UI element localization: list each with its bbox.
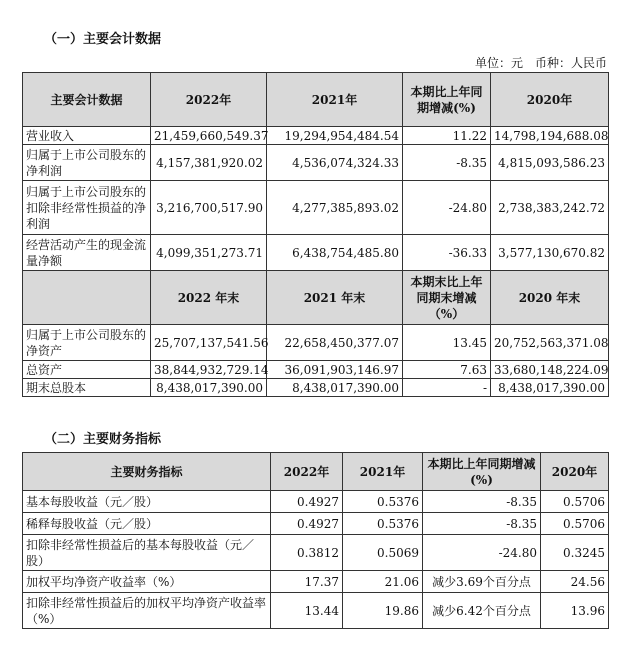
cell-2021: 8,438,017,390.00 — [267, 379, 403, 397]
header-item: 主要会计数据 — [23, 73, 151, 127]
row-label: 营业收入 — [23, 127, 151, 145]
header-2020: 2020年 — [491, 73, 609, 127]
table-row — [23, 325, 609, 361]
table-row — [23, 145, 609, 181]
subheader-change: 本期末比上年同期末增减（%） — [403, 271, 491, 325]
cell-2021: 19.86 — [343, 593, 423, 629]
table-row — [23, 571, 609, 593]
cell-2021: 22,658,450,377.07 — [267, 325, 403, 361]
cell-2020: 20,752,563,371.08 — [491, 325, 609, 361]
unit-currency-note: 单位：元 币种：人民币 — [474, 56, 607, 70]
row-label: 基本每股收益（元／股） — [23, 491, 271, 513]
table-row — [23, 235, 609, 271]
cell-change: 减少6.42个百分点 — [423, 593, 541, 629]
header-change: 本期比上年同期增减(%) — [403, 73, 491, 127]
cell-change: - — [403, 379, 491, 397]
table-row — [23, 491, 609, 513]
cell-2021: 6,438,754,485.80 — [267, 235, 403, 271]
table-row — [23, 535, 609, 571]
cell-2022: 25,707,137,541.56 — [151, 325, 267, 361]
table-row — [23, 379, 609, 397]
header-2022: 2022年 — [271, 453, 343, 491]
cell-2020: 14,798,194,688.08 — [491, 127, 609, 145]
header-item: 主要财务指标 — [23, 453, 271, 491]
cell-change: 减少3.69个百分点 — [423, 571, 541, 593]
cell-2020: 13.96 — [541, 593, 609, 629]
header-2022: 2022年 — [151, 73, 267, 127]
cell-2022: 0.4927 — [271, 513, 343, 535]
table-row — [23, 361, 609, 379]
table1-subheader-row — [23, 271, 609, 325]
row-label: 经营活动产生的现金流量净额 — [23, 235, 151, 271]
subheader-blank — [23, 271, 151, 325]
row-label: 归属于上市公司股东的净资产 — [23, 325, 151, 361]
row-label: 总资产 — [23, 361, 151, 379]
financial-indicators-table — [22, 452, 609, 629]
table1-header-row — [23, 73, 609, 127]
cell-change: -8.35 — [423, 491, 541, 513]
cell-2020: 33,680,148,224.09 — [491, 361, 609, 379]
cell-2021: 36,091,903,146.97 — [267, 361, 403, 379]
cell-2021: 0.5376 — [343, 491, 423, 513]
cell-2021: 4,277,385,893.02 — [267, 181, 403, 235]
subheader-2020-end: 2020 年末 — [491, 271, 609, 325]
cell-2022: 4,099,351,273.71 — [151, 235, 267, 271]
cell-2020: 4,815,093,586.23 — [491, 145, 609, 181]
cell-2022: 0.4927 — [271, 491, 343, 513]
row-label: 期末总股本 — [23, 379, 151, 397]
subheader-2021-end: 2021 年末 — [267, 271, 403, 325]
cell-2020: 24.56 — [541, 571, 609, 593]
cell-change: -36.33 — [403, 235, 491, 271]
section-title-accounting-data: （一）主要会计数据 — [44, 32, 162, 47]
header-change: 本期比上年同期增减(%) — [423, 453, 541, 491]
cell-change: -24.80 — [423, 535, 541, 571]
cell-2020: 8,438,017,390.00 — [491, 379, 609, 397]
header-2021: 2021年 — [343, 453, 423, 491]
cell-2022: 21,459,660,549.37 — [151, 127, 267, 145]
cell-2022: 0.3812 — [271, 535, 343, 571]
cell-2022: 13.44 — [271, 593, 343, 629]
row-label: 扣除非经常性损益后的基本每股收益（元／股） — [23, 535, 271, 571]
cell-2020: 0.5706 — [541, 513, 609, 535]
cell-2022: 8,438,017,390.00 — [151, 379, 267, 397]
cell-change: 11.22 — [403, 127, 491, 145]
cell-2021: 0.5069 — [343, 535, 423, 571]
cell-2021: 19,294,954,484.54 — [267, 127, 403, 145]
cell-2022: 38,844,932,729.14 — [151, 361, 267, 379]
cell-2020: 3,577,130,670.82 — [491, 235, 609, 271]
cell-change: -8.35 — [403, 145, 491, 181]
cell-2021: 21.06 — [343, 571, 423, 593]
cell-2020: 0.5706 — [541, 491, 609, 513]
cell-2022: 3,216,700,517.90 — [151, 181, 267, 235]
table-row — [23, 181, 609, 235]
cell-2022: 17.37 — [271, 571, 343, 593]
row-label: 稀释每股收益（元／股） — [23, 513, 271, 535]
cell-change: -24.80 — [403, 181, 491, 235]
table2-header-row — [23, 453, 609, 491]
cell-2022: 4,157,381,920.02 — [151, 145, 267, 181]
cell-change: 13.45 — [403, 325, 491, 361]
section-title-financial-indicators: （二）主要财务指标 — [44, 432, 162, 447]
subheader-2022-end: 2022 年末 — [151, 271, 267, 325]
cell-2020: 2,738,383,242.72 — [491, 181, 609, 235]
row-label: 扣除非经常性损益后的加权平均净资产收益率（%） — [23, 593, 271, 629]
row-label: 加权平均净资产收益率（%） — [23, 571, 271, 593]
header-2020: 2020年 — [541, 453, 609, 491]
cell-2021: 4,536,074,324.33 — [267, 145, 403, 181]
cell-change: -8.35 — [423, 513, 541, 535]
table-row — [23, 513, 609, 535]
cell-2020: 0.3245 — [541, 535, 609, 571]
header-2021: 2021年 — [267, 73, 403, 127]
cell-change: 7.63 — [403, 361, 491, 379]
table-row — [23, 593, 609, 629]
row-label: 归属于上市公司股东的扣除非经常性损益的净利润 — [23, 181, 151, 235]
table-row — [23, 127, 609, 145]
cell-2021: 0.5376 — [343, 513, 423, 535]
row-label: 归属于上市公司股东的净利润 — [23, 145, 151, 181]
accounting-data-table — [22, 72, 609, 397]
